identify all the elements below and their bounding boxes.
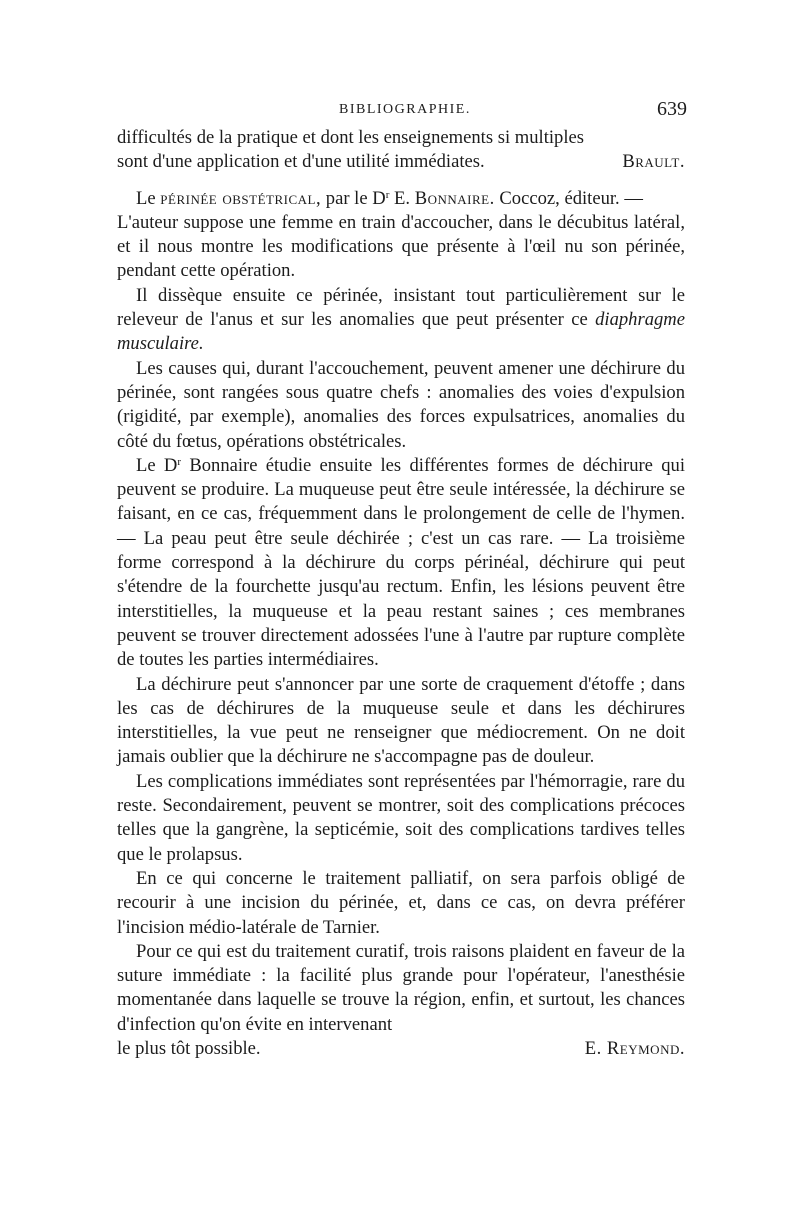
previous-review-line: sont d'une application et d'une utilité immédiates. (117, 151, 485, 173)
paragraph: Pour ce qui est du traitement curatif, trois raisons plaident en faveur de la suture immédiate : la facilité plus grande pour l'opérateur, l'anesthésie momentanée dans laquelle se trouve la région, enfin, et surtout, les chances d'infection qu'on évite en intervenant (117, 940, 685, 1035)
paragraph: Les complications immédiates sont représentées par l'hémorragie, rare du reste. Secondairement, peuvent se montrer, soit des complications précoces telles que la gangrène, la septicémie, soit des complications tardives telles que le prolapsus. (117, 770, 685, 865)
review-signature: E. Reymond. (584, 1037, 685, 1059)
review-title: périnée obstétrical, (160, 187, 322, 209)
review-closing (117, 1037, 685, 1061)
review-author-initial: E. (394, 187, 411, 209)
review-title-prefix: Le (136, 187, 156, 209)
paragraph: En ce qui concerne le traitement palliatif, on sera parfois obligé de recourir à une incision du périnée, et, dans ce cas, on devra préférer l'incision médio-latérale de Tarnier. (117, 867, 685, 938)
review-title-line (117, 187, 685, 211)
previous-review-author: Brault. (622, 151, 685, 173)
page-body (117, 126, 685, 1061)
paragraph: La déchirure peut s'annoncer par une sorte de craquement d'étoffe ; dans les cas de déchirures de la muqueuse seule et dans les déchirures interstitielles, la vue peut ne renseigner que médiocrement. On ne doit jamais oublier que la déchirure ne s'accompagne pas de douleur. (117, 673, 685, 768)
paragraph-text: Il dissèque ensuite ce périnée, insistant tout particulièrement sur le releveur de l'anus et sur les anomalies que peut présenter ce (117, 284, 685, 331)
paragraph-last-line: le plus tôt possible. (117, 1037, 261, 1059)
doctor-superscript: r (385, 188, 390, 201)
paragraph (117, 454, 685, 673)
previous-review-line: difficultés de la pratique et dont les enseignements si multiples (117, 127, 584, 148)
review-author-name: Bonnaire. (414, 187, 495, 209)
page-number: 639 (657, 98, 687, 120)
running-head: BIBLIOGRAPHIE. (339, 102, 471, 117)
doctor-superscript: r (177, 455, 182, 468)
paragraph-start: Le D (136, 454, 178, 476)
previous-review-closing (117, 150, 685, 174)
paragraph (117, 284, 685, 357)
page-header (117, 98, 687, 126)
paragraph-text: Bonnaire étudie ensuite les différentes formes de déchirure qui peuvent se produire. La muqueuse peut être seule intéressée, la déchirure se faisant, en ce cas, fréquemment dans le prolongement de celle de l'hymen. — La peau peut être seule déchirée ; c'est un cas rare. — La troisième forme correspond à la déchirure du corps périnéal, déchirure qui peut s'étendre de la fourchette jusqu'au rectum. Enfin, les lésions peuvent être interstitielles, la muqueuse et la peau restant saines ; ces membranes peuvent se trouver directement adossées l'une à l'autre par rupture complète de toutes les parties intermédiaires. (117, 454, 686, 671)
italic-term: diaphragme musculaire. (117, 309, 685, 355)
paragraph: L'auteur suppose une femme en train d'accoucher, dans le décubitus latéral, et il nous montre les modifications que présente à l'œil nu son périnée, pendant cette opération. (117, 211, 685, 282)
review-publisher: Coccoz, éditeur. — (499, 187, 643, 209)
paragraph: Les causes qui, durant l'accouchement, peuvent amener une déchirure du périnée, sont rangées sous quatre chefs : anomalies des voies d'expulsion (rigidité, par exemple), anomalies des forces expulsatrices, anomalies du côté du fœtus, opérations obstétricales. (117, 357, 685, 452)
review-by: par le D (325, 187, 386, 209)
section-gap (117, 175, 685, 187)
